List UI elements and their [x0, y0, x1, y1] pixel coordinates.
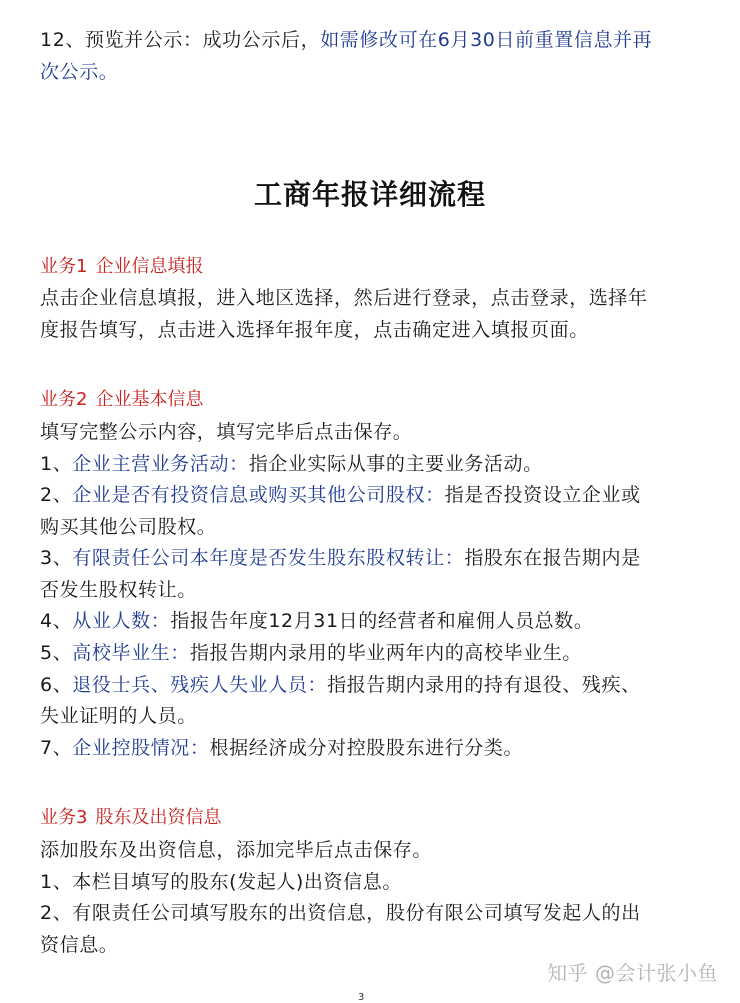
- section-heading-text: 企业信息填报: [95, 256, 204, 277]
- list-item: [40, 673, 641, 697]
- section-heading-text: 股东及出资信息: [95, 807, 222, 828]
- item-term: 高校毕业生：: [72, 642, 190, 664]
- section-3-line-3: 2、有限责任公司填写股东的出资信息，股份有限公司填写发起人的出: [40, 902, 641, 924]
- item-number: 7、: [40, 737, 73, 759]
- intro-line-1: [40, 28, 652, 52]
- section-3-line-4: 资信息。: [40, 934, 119, 956]
- item-desc: 指股东在报告期内是: [464, 547, 641, 569]
- list-item: [40, 736, 523, 760]
- item-term: 企业是否有投资信息或购买其他公司股权：: [72, 484, 445, 506]
- section-3-line-2: 1、本栏目填写的股东(发起人)出资信息。: [40, 871, 402, 893]
- item-desc: 指报告期内录用的持有退役、残疾、: [327, 674, 641, 696]
- item-term: 企业主营业务活动：: [72, 453, 249, 475]
- section-heading-number: 业务3: [40, 807, 88, 828]
- section-1-line-1: 点击企业信息填报，进入地区选择，然后进行登录，点击登录，选择年: [40, 287, 648, 309]
- item-number: 5、: [40, 642, 73, 664]
- list-item-continuation: 失业证明的人员。: [40, 705, 197, 727]
- page-title: 工商年报详细流程: [253, 178, 486, 211]
- intro-line-2: 次公示。: [40, 61, 119, 83]
- item-number: 6、: [40, 674, 73, 696]
- section-heading-number: 业务2: [40, 389, 88, 410]
- item-number: 3、: [40, 547, 73, 569]
- intro-prefix: 12、预览并公示：成功公示后，: [40, 29, 321, 51]
- section-2-intro: 填写完整公示内容，填写完毕后点击保存。: [40, 421, 413, 443]
- item-number: 4、: [40, 610, 73, 632]
- list-item: [40, 546, 641, 570]
- list-item: [40, 452, 543, 476]
- list-item-continuation: 否发生股权转让。: [40, 579, 197, 601]
- list-item: [40, 483, 641, 507]
- item-desc: 指报告年度12月31日的经营者和雇佣人员总数。: [170, 610, 594, 632]
- section-heading-text: 企业基本信息: [95, 389, 204, 410]
- watermark: 知乎 @会计张小鱼: [547, 961, 718, 985]
- item-desc: 指是否投资设立企业或: [444, 484, 641, 506]
- item-number: 1、: [40, 453, 73, 475]
- section-heading-number: 业务1: [40, 256, 88, 277]
- section-3-line-1: 添加股东及出资信息，添加完毕后点击保存。: [40, 839, 433, 861]
- item-term: 从业人数：: [72, 610, 171, 632]
- item-number: 2、: [40, 484, 73, 506]
- section-heading-2: [40, 388, 203, 412]
- item-desc: 根据经济成分对控股股东进行分类。: [209, 737, 524, 759]
- section-1-line-2: 度报告填写，点击进入选择年报年度，点击确定进入填报页面。: [40, 319, 589, 341]
- section-heading-1: [40, 255, 203, 279]
- intro-highlight: 如需修改可在6月30日前重置信息并再: [320, 29, 653, 51]
- list-item: [40, 641, 582, 665]
- section-heading-3: [40, 806, 221, 830]
- item-term: 有限责任公司本年度是否发生股东股权转让：: [72, 547, 465, 569]
- item-desc: 指企业实际从事的主要业务活动。: [248, 453, 543, 475]
- page-number: 3: [358, 992, 365, 1003]
- list-item: [40, 609, 593, 633]
- item-term: 退役士兵、残疾人失业人员：: [72, 674, 328, 696]
- item-term: 企业控股情况：: [72, 737, 210, 759]
- list-item-continuation: 购买其他公司股权。: [40, 516, 217, 538]
- item-desc: 指报告期内录用的毕业两年内的高校毕业生。: [189, 642, 582, 664]
